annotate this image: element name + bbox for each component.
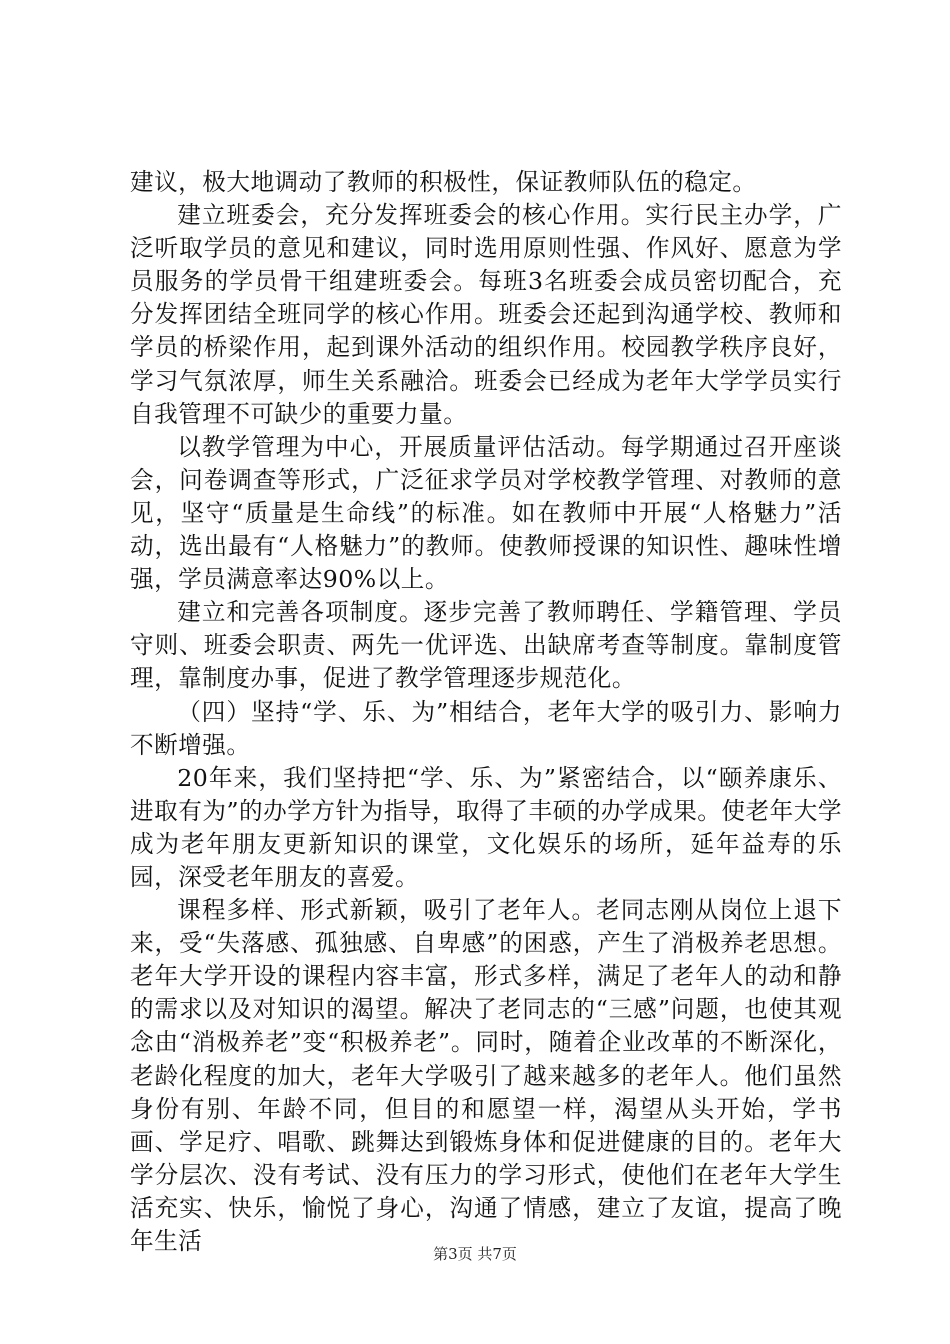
section-heading-four: （四）坚持“学、乐、为”相结合，老年大学的吸引力、影响力不断增强。	[130, 697, 842, 759]
paragraph-courses: 课程多样、形式新颖，吸引了老年人。老同志刚从岗位上退下来，受“失落感、孤独感、自卑感”的困惑，产生了消极养老思想。老年大学开设的课程内容丰富，形式多样，满足了老年人的动和静的需求以及对知识的渴望。解决了老同志的“三感”问题，也使其观念由“消极养老”变“积极养老”。同时，随着企业改革的不断深化，老龄化程度的加大，老年大学吸引了越来越多的老年人。他们虽然身份有别、年龄不同，但目的和愿望一样，渴望从头开始，学书画、学足疗、唱歌、跳舞达到锻炼身体和促进健康的目的。老年大学分层次、没有考试、没有压力的学习形式，使他们在老年大学生活充实、快乐，愉悦了身心，沟通了情感，建立了友谊，提高了晚年生活	[130, 896, 842, 1255]
paragraph-twenty-years: 20年来，我们坚持把“学、乐、为”紧密结合，以“颐养康乐、进取有为”的办学方针为指导，取得了丰硕的办学成果。使老年大学成为老年朋友更新知识的课堂，文化娱乐的场所，延年益寿的乐园，深受老年朋友的喜爱。	[130, 763, 842, 891]
page-number-footer: 第3页 共7页	[433, 1245, 517, 1263]
document-body	[130, 166, 842, 1258]
paragraph-class-committee: 建立班委会，充分发挥班委会的核心作用。实行民主办学，广泛听取学员的意见和建议，同时选用原则性强、作风好、愿意为学员服务的学员骨干组建班委会。每班3名班委会成员密切配合，充分发挥团结全班同学的核心作用。班委会还起到沟通学校、教师和学员的桥梁作用，起到课外活动的组织作用。校园教学秩序良好，学习气氛浓厚，师生关系融洽。班委会已经成为老年大学学员实行自我管理不可缺少的重要力量。	[130, 201, 842, 428]
paragraph-rules-system: 建立和完善各项制度。逐步完善了教师聘任、学籍管理、学员守则、班委会职责、两先一优评选、出缺席考查等制度。靠制度管理，靠制度办事，促进了教学管理逐步规范化。	[130, 598, 842, 693]
paragraph-quality-evaluation: 以教学管理为中心，开展质量评估活动。每学期通过召开座谈会，问卷调查等形式，广泛征求学员对学校教学管理、对教师的意见，坚守“质量是生命线”的标准。如在教师中开展“人格魅力”活动，选出最有“人格魅力”的教师。使教师授课的知识性、趣味性增强，学员满意率达90%以上。	[130, 432, 842, 594]
paragraph-continuation: 建议，极大地调动了教师的积极性，保证教师队伍的稳定。	[130, 168, 757, 196]
